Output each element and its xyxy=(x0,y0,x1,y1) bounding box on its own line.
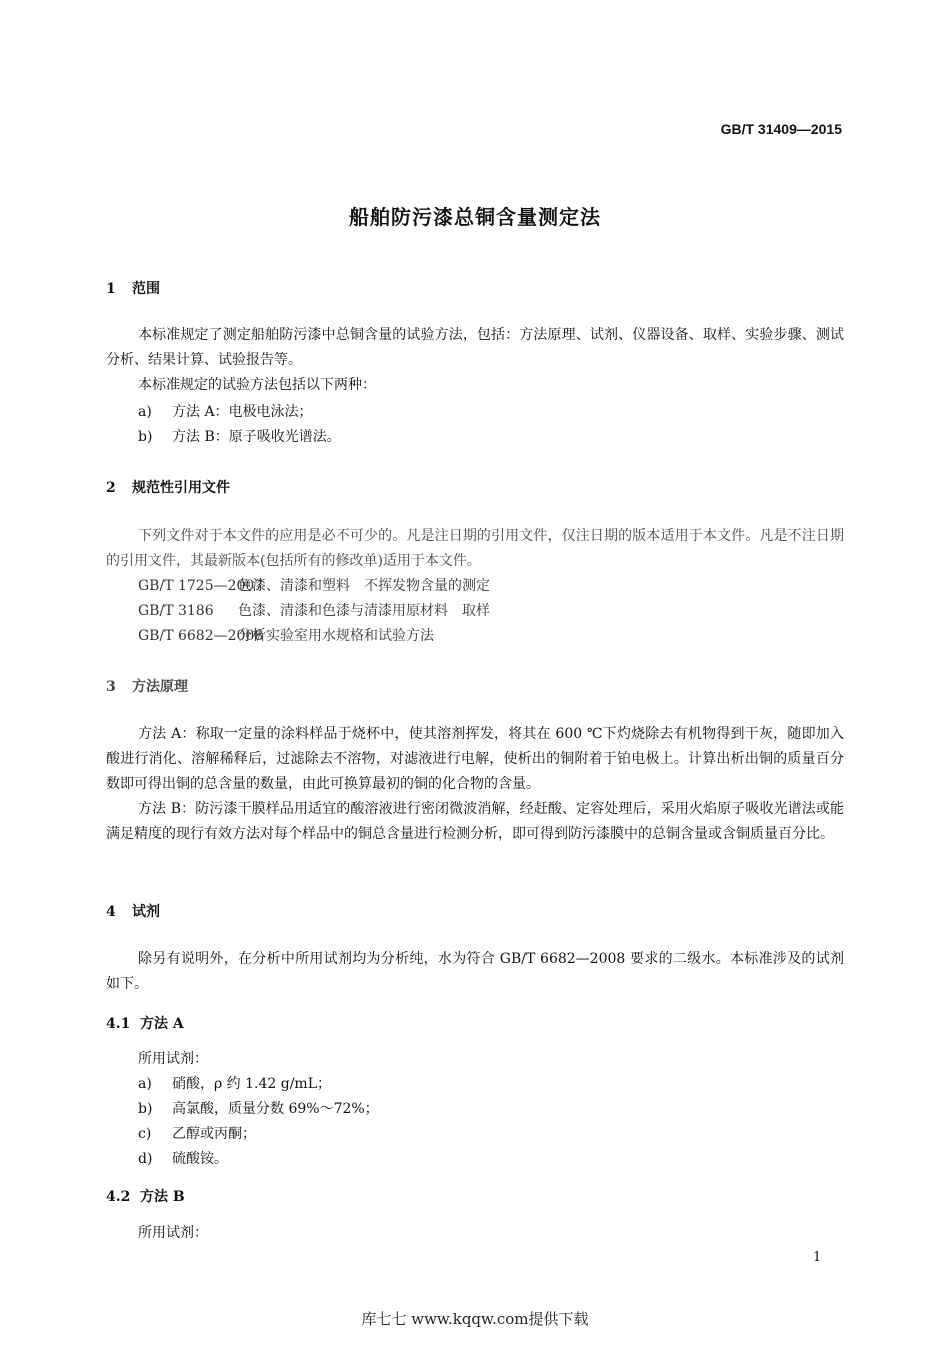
reference-title: 分析实验室用水规格和试验方法 xyxy=(238,628,434,644)
list-item xyxy=(138,426,341,446)
section-title: 方法原理 xyxy=(132,679,188,695)
reference-title: 色漆、清漆和色漆与清漆用原材料 取样 xyxy=(238,603,490,619)
subsection-number: 4.1 xyxy=(106,1016,131,1032)
section-2-paragraph-1: 下列文件对于本文件的应用是必不可少的。凡是注日期的引用文件，仅注日期的版本适用于本文件。凡是不注日期的引用文件，其最新版本(包括所有的修改单)适用于本文件。 xyxy=(106,528,844,569)
standard-code: GB/T 31409—2015 xyxy=(720,121,842,137)
list-text: 高氯酸，质量分数 69%～72%； xyxy=(172,1101,379,1117)
section-4-heading xyxy=(106,901,160,921)
list-text: 方法 B：原子吸收光谱法。 xyxy=(172,429,341,445)
section-number: 4 xyxy=(106,904,116,920)
list-text: 方法 A：电极电泳法； xyxy=(172,404,313,420)
section-3-paragraph-2: 方法 B：防污漆干膜样品用适宜的酸溶液进行密闭微波消解，经赶酸、定容处理后，采用火焰原子吸收光谱法或能满足精度的现行有效方法对每个样品中的铜总含量进行检测分析，即可得到防污漆膜中的总铜含量或含铜质量百分比。 xyxy=(106,801,844,842)
reference-title: 色漆、清漆和塑料 不挥发物含量的测定 xyxy=(238,578,490,594)
list-marker: d) xyxy=(138,1151,153,1167)
section-number: 2 xyxy=(106,480,116,496)
list-item xyxy=(138,1098,379,1118)
reference-item xyxy=(138,625,434,645)
list-text: 硫酸铵。 xyxy=(172,1151,228,1167)
section-3-paragraph-1: 方法 A：称取一定量的涂料样品于烧杯中，使其溶剂挥发，将其在 600 ℃下灼烧除去有机物得到干灰，随即加入酸进行消化、溶解稀释后，过滤除去不溶物，对滤液进行电解，使析出的铜附着于铂电极上。计算出析出铜的质量百分数即可得出铜的总含量的数量，由此可换算最初的铜的化合物的含量。 xyxy=(106,726,844,792)
section-1-paragraph-2: 本标准规定的试验方法包括以下两种： xyxy=(138,377,376,393)
section-1-heading xyxy=(106,278,160,298)
subsection-number: 4.2 xyxy=(106,1189,131,1205)
list-text: 硝酸，ρ 约 1.42 g/mL； xyxy=(172,1076,332,1092)
download-footer: 库七七 www.kqqw.com提供下载 xyxy=(361,1310,589,1328)
subsection-4-1-heading xyxy=(106,1013,184,1033)
reference-item xyxy=(138,600,490,620)
section-1-paragraph-1: 本标准规定了测定船舶防污漆中总铜含量的试验方法，包括：方法原理、试剂、仪器设备、取样、实验步骤、测试分析、结果计算、试验报告等。 xyxy=(106,327,844,368)
subsection-4-2-heading xyxy=(106,1186,185,1206)
reference-code: GB/T 6682—2008 xyxy=(138,628,264,644)
list-item xyxy=(138,1073,331,1093)
reference-code: GB/T 1725—2007 xyxy=(138,578,264,594)
section-title: 范围 xyxy=(132,281,160,297)
list-item xyxy=(138,1123,256,1143)
section-2-heading xyxy=(106,477,230,497)
page-number: 1 xyxy=(813,1250,822,1265)
reference-code: GB/T 3186 xyxy=(138,603,214,619)
list-marker: b) xyxy=(138,429,153,445)
section-number: 3 xyxy=(106,679,116,695)
section-title: 试剂 xyxy=(132,904,160,920)
list-marker: b) xyxy=(138,1101,153,1117)
reagents-lead: 所用试剂： xyxy=(138,1051,208,1067)
section-number: 1 xyxy=(106,281,116,297)
subsection-title: 方法 A xyxy=(140,1016,184,1032)
list-marker: a) xyxy=(138,1076,152,1092)
list-marker: c) xyxy=(138,1126,152,1142)
reference-item xyxy=(138,575,490,595)
list-marker: a) xyxy=(138,404,152,420)
list-item xyxy=(138,401,313,421)
reagents-lead: 所用试剂： xyxy=(138,1225,208,1241)
list-text: 乙醇或丙酮； xyxy=(172,1126,256,1142)
section-4-paragraph-1: 除另有说明外，在分析中所用试剂均为分析纯，水为符合 GB/T 6682—2008 要求的二级水。本标准涉及的试剂如下。 xyxy=(106,951,844,992)
document-title: 船舶防污漆总铜含量测定法 xyxy=(349,205,601,229)
subsection-title: 方法 B xyxy=(140,1189,185,1205)
list-item xyxy=(138,1148,228,1168)
section-3-heading xyxy=(106,676,188,696)
section-title: 规范性引用文件 xyxy=(132,480,230,496)
